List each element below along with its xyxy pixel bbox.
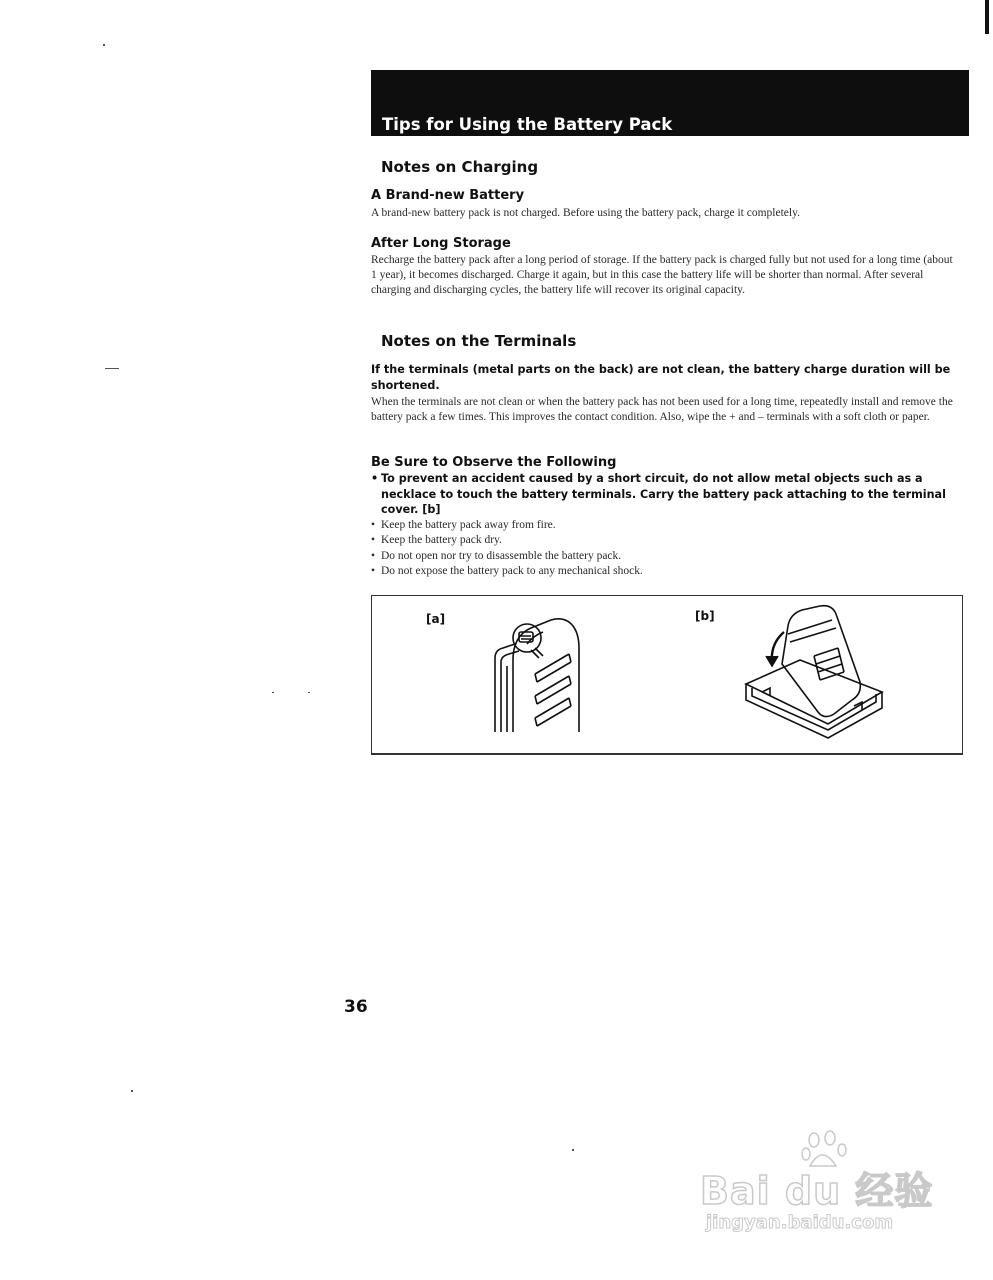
watermark-brand: Bai du 经验	[700, 1169, 934, 1213]
scan-speck	[103, 44, 105, 46]
list-item: • Keep the battery pack away from fire.	[371, 518, 961, 534]
terminals-heading: Notes on the Terminals	[381, 332, 577, 350]
scan-speck	[105, 368, 119, 369]
long-storage-text: Recharge the battery pack after a long period of storage. If the battery pack is charged fully but not used for a long time (about 1 year), it becomes discharged. Charge it again, but in this case the battery life will be shorter than normal. After several charging and discharging cycles, the battery life will recover its original capacity.	[371, 254, 953, 297]
scan-speck	[308, 692, 310, 693]
page-title: Tips for Using the Battery Pack	[382, 115, 673, 134]
brand-new-text: A brand-new battery pack is not charged. Before using the battery pack, charge it completely.	[371, 207, 800, 219]
watermark	[700, 1130, 950, 1250]
observe-heading: Be Sure to Observe the Following	[371, 455, 617, 470]
observe-bullet-list	[371, 471, 961, 580]
battery-terminal-illustration	[487, 614, 597, 736]
terminals-text: When the terminals are not clean or when the battery pack has not been used for a long time, repeatedly install and remove the battery pack a few times. This improves the contact condition. Also, wipe the + and – terminals with a soft cloth or paper.	[371, 396, 953, 424]
list-item: • To prevent an accident caused by a short circuit, do not allow metal objects such as a necklace to touch the battery terminals. Carry the battery pack attaching to the terminal cover. [b]	[371, 471, 961, 518]
long-storage-heading: After Long Storage	[371, 236, 511, 251]
terminals-bold-note: If the terminals (metal parts on the back) are not clean, the battery charge duration will be shortened.	[371, 363, 951, 392]
list-item: • Do not open nor try to disassemble the battery pack.	[371, 549, 961, 565]
list-item: • Do not expose the battery pack to any mechanical shock.	[371, 564, 961, 580]
charging-heading: Notes on Charging	[381, 158, 539, 176]
brand-new-heading: A Brand-new Battery	[371, 188, 525, 203]
terminal-cover-illustration	[742, 604, 892, 740]
page-number: 36	[344, 997, 368, 1017]
watermark-url: jingyan.baidu.com	[706, 1212, 894, 1233]
list-item: • Keep the battery pack dry.	[371, 533, 961, 549]
title-bar	[371, 70, 969, 136]
figure-label-b: [b]	[695, 609, 715, 623]
scan-speck	[572, 1149, 574, 1151]
scan-speck	[272, 692, 274, 693]
page-edge-mark	[985, 0, 989, 34]
illustration-box	[371, 595, 963, 755]
scan-speck	[131, 1090, 133, 1092]
figure-label-a: [a]	[426, 612, 446, 626]
